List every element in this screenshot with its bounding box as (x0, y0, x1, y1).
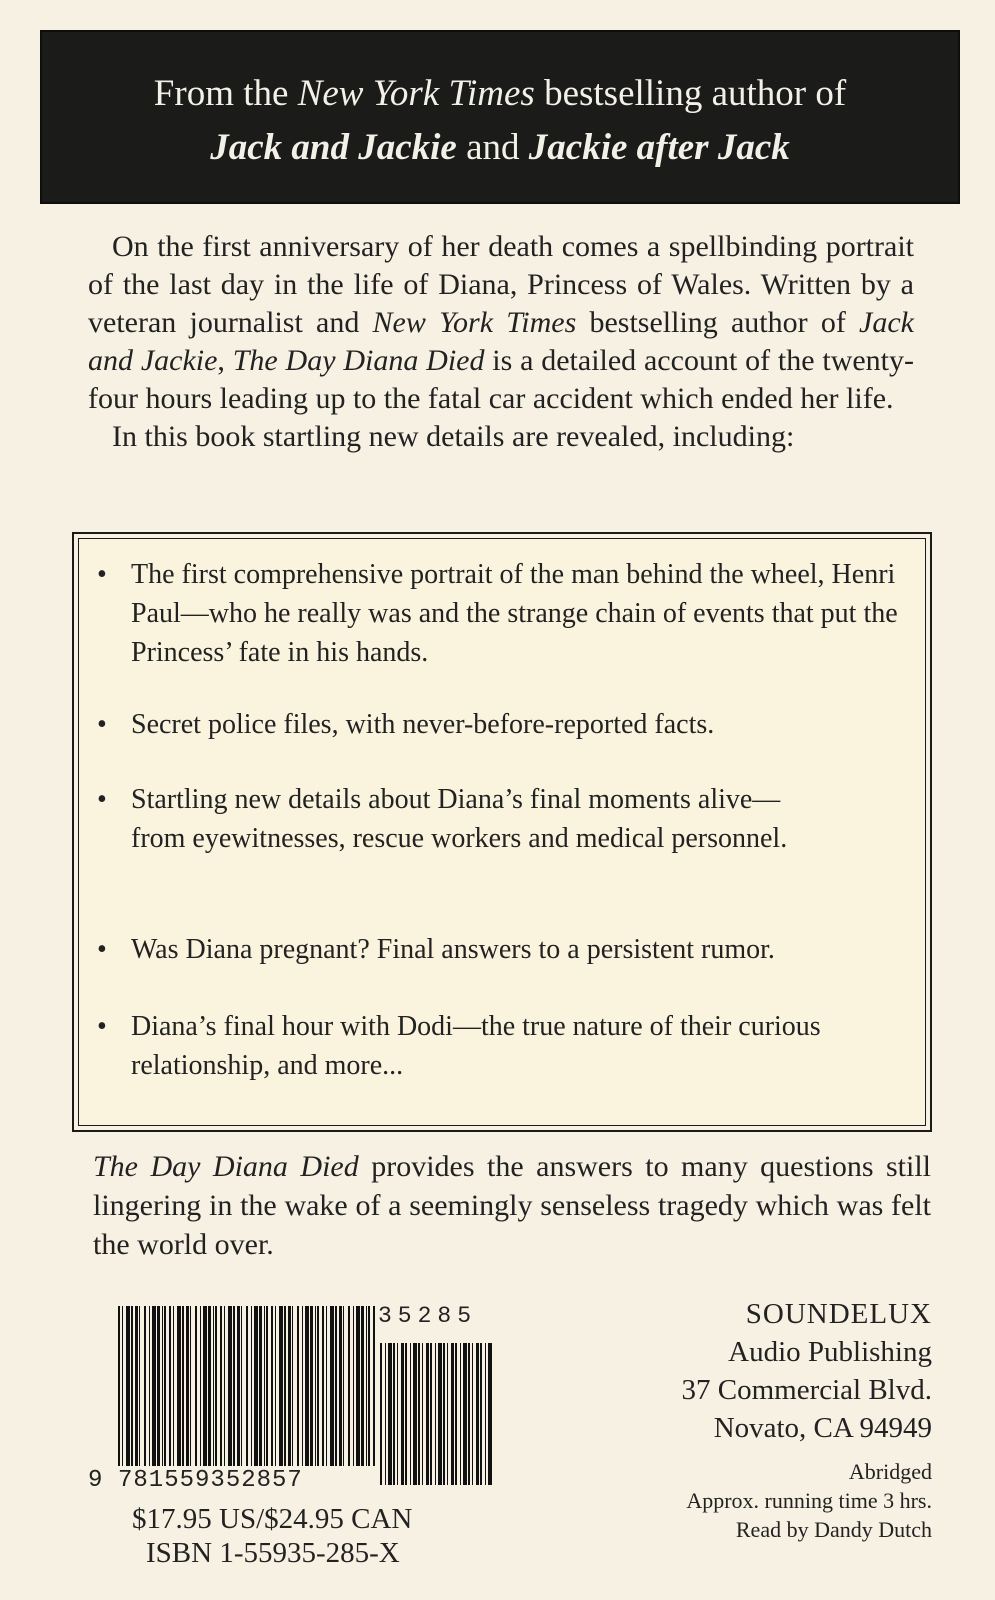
barcode-bar (447, 1343, 448, 1485)
publisher-address: 37 Commercial Blvd. (681, 1374, 932, 1406)
barcode-bar (284, 1306, 286, 1466)
bullet-dot: • (97, 709, 107, 740)
barcode-bar (343, 1306, 344, 1466)
barcode-bar (271, 1306, 273, 1466)
barcode-bar (315, 1306, 316, 1466)
barcode-bar (190, 1306, 191, 1466)
barcode-bar (397, 1343, 398, 1485)
barcode-bar (385, 1343, 386, 1485)
barcode-bar (241, 1306, 242, 1466)
barcode-bar (335, 1306, 337, 1466)
barcode-bar (177, 1306, 181, 1466)
barcode-bar (326, 1306, 327, 1466)
intro-italic: New York Times (372, 306, 577, 339)
edition-label: Abridged (848, 1459, 932, 1484)
bullet-item (97, 930, 921, 969)
closing-text: provides the answers to many questions still lingering in the wake of a seemingly senseless tragedy which was felt the world over. (93, 1150, 932, 1261)
barcode-bar (297, 1306, 299, 1466)
bullet-dot: • (97, 934, 107, 965)
barcode-bar (275, 1306, 276, 1466)
barcode-bar (266, 1306, 268, 1466)
barcode-bar (353, 1306, 354, 1466)
reader-label: Read by Dandy Dutch (735, 1517, 932, 1542)
bullet-item (97, 705, 921, 744)
barcode-bar (228, 1306, 232, 1466)
barcode-bar (195, 1306, 197, 1466)
barcode-bar (152, 1306, 156, 1466)
barcode-bar (149, 1306, 150, 1466)
barcode-bar (200, 1306, 201, 1466)
intro-italic: The Day Diana Died (232, 344, 485, 377)
barcode-bar (361, 1306, 364, 1466)
barcode-bar (302, 1306, 303, 1466)
barcode-bar (401, 1343, 404, 1485)
barcode-bar (279, 1306, 283, 1466)
barcode-bar (422, 1343, 423, 1485)
barcode-bar (468, 1343, 470, 1485)
barcode-bar (310, 1306, 313, 1466)
barcode-bar (366, 1306, 367, 1466)
intro-part: bestselling author of (576, 306, 860, 339)
barcode-bar (322, 1306, 324, 1466)
intro-part: is a detailed account of the twenty-four hours leading up to the fatal car accident which ended her life. (88, 344, 914, 415)
banner-nyt: New York Times (297, 73, 535, 114)
barcode-bar (288, 1306, 291, 1466)
barcode-bar (233, 1306, 235, 1466)
barcode-bar (254, 1306, 258, 1466)
barcode-bar (368, 1306, 370, 1466)
barcode-bar (330, 1306, 334, 1466)
barcode-addon-digits: 35285 (378, 1303, 478, 1329)
publisher-name: SOUNDELUX (745, 1298, 932, 1330)
barcode-bar (373, 1306, 375, 1466)
barcode-bar (139, 1306, 140, 1466)
intro-text (88, 228, 914, 456)
barcode-bar (488, 1343, 492, 1485)
barcode-bar (460, 1343, 461, 1485)
barcode-bar (463, 1343, 467, 1485)
barcode-bar (480, 1343, 482, 1485)
barcode-bar (122, 1306, 123, 1466)
barcode-image (118, 1306, 378, 1486)
barcode-bar (348, 1306, 350, 1466)
bullet-item (97, 555, 921, 672)
barcode-bar (208, 1306, 211, 1466)
banner-title-2: Jackie after Jack (528, 127, 790, 168)
bullet-text: Was Diana pregnant? Final answers to a persistent rumor. (131, 934, 775, 965)
barcode-bar (339, 1306, 342, 1466)
barcode-bar (472, 1343, 473, 1485)
intro-paragraph (88, 228, 914, 418)
barcode-bar (430, 1343, 432, 1485)
barcode-bar (224, 1306, 225, 1466)
barcode-bar (356, 1306, 360, 1466)
barcode-bar (455, 1343, 457, 1485)
barcode-bar (182, 1306, 184, 1466)
barcode-bar (173, 1306, 174, 1466)
barcode-bar (186, 1306, 189, 1466)
barcode-bar (251, 1306, 252, 1466)
barcode-bar (135, 1306, 138, 1466)
bullet-text: Secret police files, with never-before-reported facts. (131, 709, 715, 740)
barcode-bar (388, 1343, 392, 1485)
banner-author-line (42, 72, 958, 116)
barcode-bar (410, 1343, 411, 1485)
barcode-bar (213, 1306, 214, 1466)
intro-part: On the first anniversary of her death comes a spellbinding portrait of the last day in the life of Diana, Princess of Wales. Written by a veteran journalist and (88, 230, 914, 339)
barcode-bar (164, 1306, 166, 1466)
barcode-bar (393, 1343, 395, 1485)
barcode-bar (451, 1343, 454, 1485)
bullet-item (97, 780, 791, 858)
barcode-bar (259, 1306, 262, 1466)
barcode-bar (203, 1306, 207, 1466)
barcode-digits: 781559352857 (118, 1467, 303, 1494)
intro-lead: In this book startling new details are revealed, including: (112, 420, 795, 453)
closing-paragraph (93, 1147, 931, 1264)
publisher-division: Audio Publishing (728, 1336, 932, 1368)
bullet-dot: • (97, 1011, 107, 1042)
intro-part: , (217, 344, 233, 377)
intro-italic: Jack and Jackie (88, 306, 914, 377)
barcode-bar (292, 1306, 293, 1466)
barcode-bar (118, 1306, 120, 1466)
barcode-addon-image (380, 1343, 495, 1485)
barcode-bar (317, 1306, 319, 1466)
barcode-bar (157, 1306, 160, 1466)
barcode-bar (220, 1306, 222, 1466)
bullet-dot: • (97, 784, 107, 815)
barcode-bar (435, 1343, 436, 1485)
publisher-block (682, 1295, 933, 1447)
banner-title-1: Jack and Jackie (210, 127, 457, 168)
barcode-block (88, 1303, 508, 1569)
banner-and: and (456, 127, 529, 168)
barcode-bar (126, 1306, 130, 1466)
barcode-bar (264, 1306, 265, 1466)
barcode-bar (405, 1343, 407, 1485)
barcode-bar (413, 1343, 417, 1485)
running-time-label: Approx. running time 3 hrs. (686, 1488, 932, 1513)
barcode-bar (144, 1306, 146, 1466)
barcode-bar (169, 1306, 171, 1466)
bullet-dot: • (97, 559, 107, 590)
bullet-text: Startling new details about Diana’s final moments alive—from eyewitnesses, rescue workers and medical personnel. (131, 784, 788, 854)
banner-titles-line (42, 126, 958, 170)
barcode-bar (438, 1343, 442, 1485)
barcode-bar (443, 1343, 445, 1485)
barcode-bar (476, 1343, 479, 1485)
publisher-city: Novato, CA 94949 (713, 1412, 932, 1444)
barcode-bar (131, 1306, 133, 1466)
banner-text-end: bestselling author of (534, 73, 847, 114)
barcode-bar (380, 1343, 382, 1485)
barcode-bar (418, 1343, 420, 1485)
barcode-bar (237, 1306, 240, 1466)
bullet-text: The first comprehensive portrait of the man behind the wheel, Henri Paul—who he really was and the strange chain of events that put the Princess’ fate in his hands. (131, 559, 898, 668)
bullet-item (97, 1007, 871, 1085)
barcode-bar (426, 1343, 429, 1485)
audio-details (686, 1457, 932, 1544)
banner-text: From the (153, 73, 298, 114)
barcode-bar (305, 1306, 309, 1466)
barcode-bar (485, 1343, 486, 1485)
barcode-bar (246, 1306, 248, 1466)
barcode-bar (215, 1306, 217, 1466)
price-label: $17.95 US/$24.95 CAN (132, 1503, 413, 1535)
header-banner (40, 30, 960, 204)
isbn-label: ISBN 1-55935-285-X (146, 1537, 400, 1569)
bullet-text: Diana’s final hour with Dodi—the true nature of their curious relationship, and more... (131, 1011, 821, 1081)
closing-title: The Day Diana Died (93, 1150, 359, 1183)
barcode-first-digit: 9 (88, 1467, 103, 1494)
barcode-bar (162, 1306, 163, 1466)
